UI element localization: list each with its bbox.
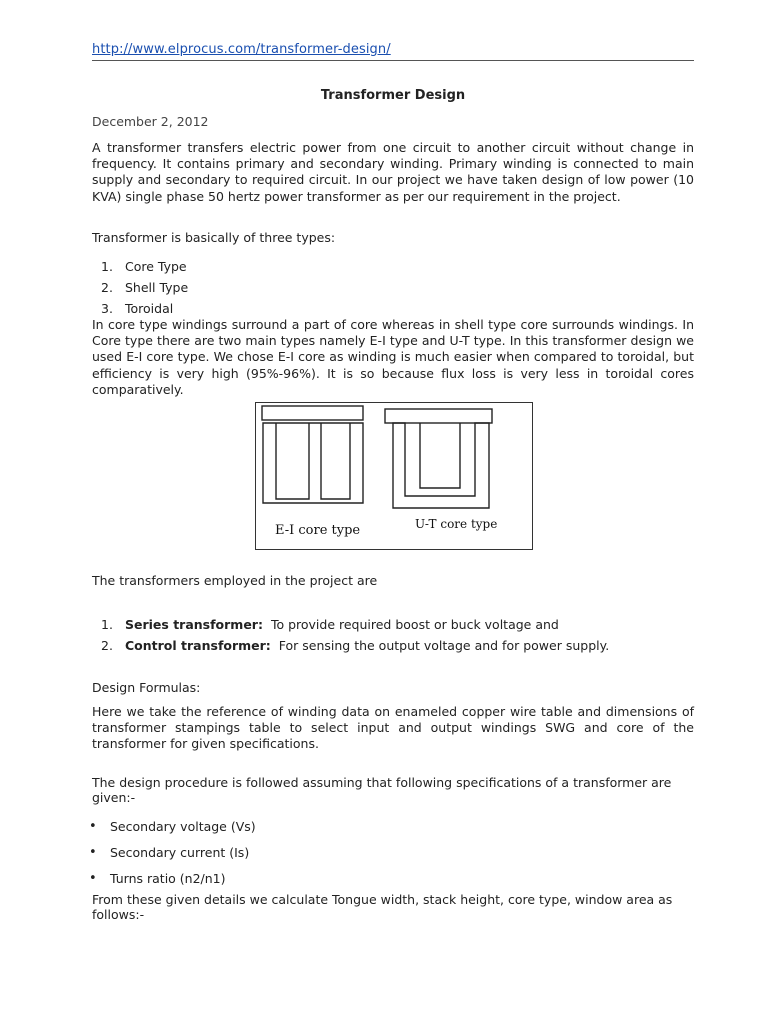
publish-date: December 2, 2012	[92, 114, 209, 129]
employed-intro: The transformers employed in the project are	[92, 573, 378, 588]
core-types-diagram	[255, 402, 533, 550]
header-divider	[92, 60, 694, 61]
formulas-heading: Design Formulas:	[92, 680, 201, 695]
types-intro: Transformer is basically of three types:	[92, 230, 336, 245]
core-types-figure	[255, 402, 533, 550]
list-item: • Secondary voltage (Vs)	[92, 819, 256, 845]
core-paragraph: In core type windings surround a part of core whereas in shell type core surrounds windings. In Core type there are two main types namely E-I type and U-T type. In this transformer design we used E-I core type. We chose E-I core as winding is much easier when compared to toroidal, but efficiency is very high (95%-96%). It is so because flux loss is very less in toroidal cores comparatively.	[92, 317, 694, 397]
ut-core-label: U-T core type	[415, 517, 498, 531]
list-item: • Turns ratio (n2/n1)	[92, 871, 256, 897]
source-url-link[interactable]: http://www.elprocus.com/transformer-design/	[92, 42, 391, 57]
employed-list	[92, 617, 609, 659]
list-item: 3. Toroidal	[101, 301, 174, 316]
list-item: 1. Core Type	[101, 259, 187, 274]
procedure-intro: The design procedure is followed assuming that following specifications of a transformer are given:-	[92, 775, 672, 805]
formulas-paragraph: Here we take the reference of winding data on enameled copper wire table and dimensions of transformer stampings table to select input and output windings SWG and core of the transformer for given specifications.	[92, 704, 694, 752]
list-item: 2. Control transformer: For sensing the output voltage and for power supply.	[101, 638, 610, 653]
ei-core-label: E-I core type	[275, 523, 361, 538]
list-item: 2. Shell Type	[101, 280, 189, 295]
page-title: Transformer Design	[320, 88, 466, 103]
list-item: 1. Series transformer: To provide required boost or buck voltage and	[101, 617, 559, 632]
types-list	[92, 259, 188, 322]
closing-line: From these given details we calculate Tongue width, stack height, core type, window area as follows:-	[92, 892, 673, 922]
list-item: • Secondary current (Is)	[92, 845, 256, 871]
specs-list	[92, 819, 256, 897]
intro-paragraph: A transformer transfers electric power from one circuit to another circuit without change in frequency. It contains primary and secondary winding. Primary winding is connected to main supply and secondary to required circuit. In our project we have taken design of low power (10 KVA) single phase 50 hertz power transformer as per our requirement in the project.	[92, 140, 694, 204]
